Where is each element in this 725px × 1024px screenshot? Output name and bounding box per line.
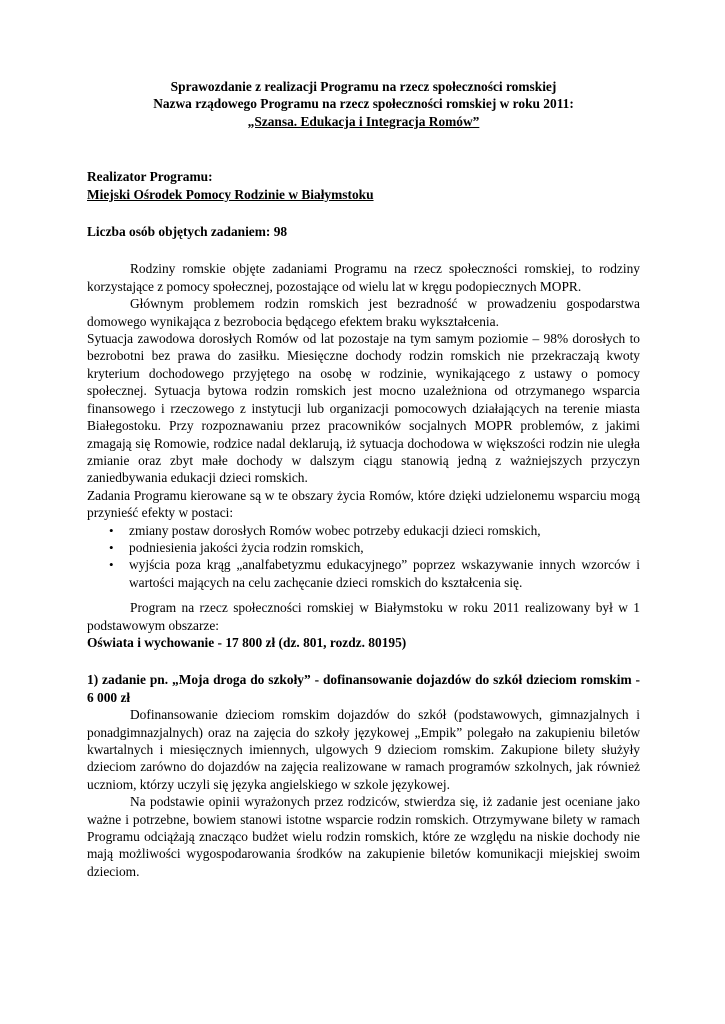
area-heading: Oświata i wychowanie - 17 800 zł (dz. 801, rozdz. 80195): [87, 634, 407, 650]
task-1-heading: 1) zadanie pn. „Moja droga do szkoły” - dofinansowanie dojazdów do szkół dzieciom romskim - 6 000 zł: [87, 672, 640, 705]
document-page: [87, 78, 640, 880]
paragraph-situation: Sytuacja zawodowa dorosłych Romów od lat pozostaje na tym samym poziomie – 98% dorosłych to bezrobotni bez prawa do zasiłku. Miesięczne dochody rodzin romskich nie przekraczają kwoty kryterium dochodowego przyjętego na osobę w rodzinie, wynikającego z ustawy o pomocy społecznej. Sytuacja bytowa rodzin romskich jest mocno uzależniona od otrzymanego wsparcia finansowego i rzeczowego z instytucji lub organizacji pomocowych działających na terenie miasta Białegostoku. Przy rozpoznawaniu przez pracowników socjalnych MOPR problemów, z jakimi zmagają się Romowie, rodzice nadal deklarują, iż sytuacja dochodowa w większości rodzin nie uległa zmianie oraz zbyt małe dochody w dalszym ciągu stanowią jedną z ważniejszych przyczyn zaniedbywania edukacji dzieci romskich.: [87, 331, 640, 486]
title-line-3: „Szansa. Edukacja i Integracja Romów”: [247, 113, 480, 129]
paragraph-main-problem: Głównym problemem rodzin romskich jest bezradność w prowadzeniu gospodarstwa domowego wynikająca z bezrobocia będącego efektem braku wykształcenia.: [87, 296, 640, 329]
participants-count: [87, 223, 640, 240]
title-line-2: Nazwa rządowego Programu na rzecz społeczności romskiej w roku 2011:: [153, 96, 574, 112]
title-line-1: Sprawozdanie z realizacji Programu na rzecz społeczności romskiej: [170, 79, 557, 94]
list-item: • wyjścia poza krąg „analfabetyzmu edukacyjnego” poprzez wskazywanie innych wzorców i wartości mających na celu zachęcanie dzieci romskich do kształcenia się.: [87, 556, 640, 591]
task-1-paragraph-2: Na podstawie opinii wyrażonych przez rodziców, stwierdza się, iż zadanie jest oceniane jako ważne i potrzebne, bowiem stanowi istotne wsparcie rodzin romskich. Otrzymywane bilety w ramach Programu odciążają znacząco budżet wielu rodzin romskich, które ze względu na niskie dochody nie mają możliwości wygospodarowania środków na zakupienie biletów komunikacji miejskiej swoim dzieciom.: [87, 794, 640, 879]
report-title: [87, 78, 640, 130]
list-item: • zmiany postaw dorosłych Romów wobec potrzeby edukacji dzieci romskich,: [87, 522, 640, 539]
realizator-label: Realizator Programu:: [87, 169, 213, 185]
paragraph-families: Rodziny romskie objęte zadaniami Programu na rzecz społeczności romskiej, to rodziny korzystające z pomocy społecznej, pozostające od wielu lat w kręgu podopiecznych MOPR.: [87, 261, 640, 294]
participants-count-value: : 98: [265, 224, 288, 240]
list-item: • podniesienia jakości życia rodzin romskich,: [87, 539, 640, 556]
paragraph-program-area: Program na rzecz społeczności romskiej w Białymstoku w roku 2011 realizowany był w 1 podstawowym obszarze:: [87, 600, 640, 633]
participants-count-label: Liczba osób objętych zadaniem: [87, 224, 266, 240]
realizator-name: Miejski Ośrodek Pomocy Rodzinie w Białymstoku: [87, 186, 374, 202]
effects-list: [87, 522, 640, 592]
paragraph-program-tasks: Zadania Programu kierowane są w te obszary życia Romów, które dzięki udzielonemu wsparciu mogą przynieść efekty w postaci:: [87, 487, 640, 521]
task-1-paragraph-1: Dofinansowanie dzieciom romskim dojazdów do szkół (podstawowych, gimnazjalnych i ponadgimnazjalnych) oraz na zajęcia do szkoły językowej „Empik” polegało na zakupieniu biletów kwartalnych i miesięcznych imiennych, ulgowych 9 dzieciom romskim. Zakupione bilety służyły dzieciom zarówno do dojazdów na zajęcia realizowane w ramach programów szkolnych, jak również uczniom, którzy uczyli się języka angielskiego w szkole językowej.: [87, 707, 640, 792]
